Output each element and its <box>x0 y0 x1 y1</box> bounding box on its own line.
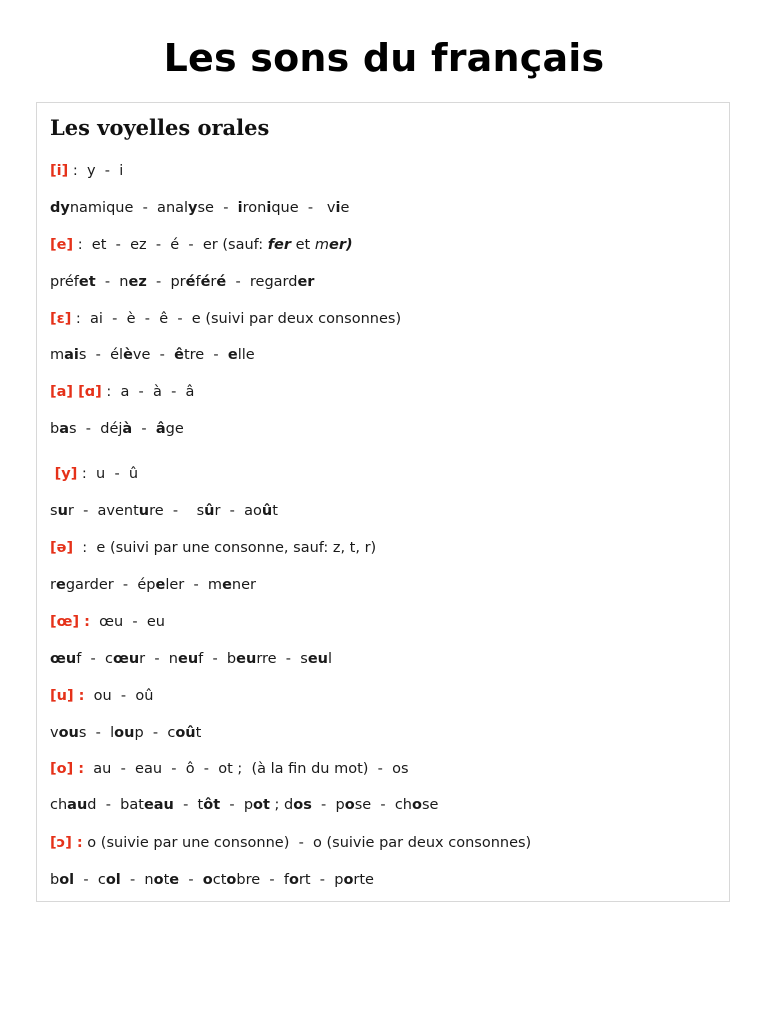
text-segment: préf <box>50 274 79 290</box>
text-segment: garder - ép <box>65 577 156 593</box>
text-segment: : a - à - â <box>101 384 195 400</box>
text-segment: e <box>340 200 350 216</box>
highlighted-letters: a <box>59 421 70 437</box>
highlighted-letters: ez <box>128 274 147 290</box>
phoneme-rule-line <box>50 309 401 329</box>
highlighted-letters: u <box>57 503 68 519</box>
highlighted-letters: ai <box>64 347 79 363</box>
text-segment: r <box>50 577 56 593</box>
text-segment: b <box>50 872 60 888</box>
highlighted-letters: û <box>261 503 273 519</box>
text-segment: f - b <box>198 651 237 667</box>
text-segment: s - él <box>78 347 124 363</box>
highlighted-letters: é <box>216 274 227 290</box>
highlighted-letters: e <box>169 872 180 888</box>
text-segment: ct <box>212 872 227 888</box>
highlighted-letters: ol <box>59 872 75 888</box>
example-words-line <box>50 870 374 890</box>
text-segment: se <box>421 797 439 813</box>
text-segment: ron <box>242 200 267 216</box>
phoneme-label: [a] [ɑ] <box>50 384 102 400</box>
text-segment: - c <box>74 872 106 888</box>
text-segment: l <box>327 651 333 667</box>
text-segment: se - <box>197 200 238 216</box>
exception-word: m <box>314 237 329 253</box>
text-segment: f <box>195 274 201 290</box>
text-segment: ge <box>165 421 184 437</box>
text-segment: rte <box>353 872 374 888</box>
text-segment: d - bat <box>87 797 144 813</box>
phoneme-rule-line <box>50 235 353 255</box>
exception-word: er) <box>328 237 353 253</box>
highlighted-letters: eu <box>236 651 257 667</box>
text-segment: bre - f <box>236 872 289 888</box>
highlighted-letters: os <box>293 797 312 813</box>
example-words-line <box>50 419 184 439</box>
highlighted-letters: o <box>288 872 299 888</box>
highlighted-letters: ol <box>105 872 121 888</box>
highlighted-letters: o <box>412 797 422 813</box>
text-segment: ler - m <box>165 577 223 593</box>
phoneme-rule-line <box>50 538 376 558</box>
text-segment: ch <box>50 797 68 813</box>
text-segment: - n <box>95 274 129 290</box>
text-segment: s - déj <box>69 421 123 437</box>
text-segment: : u - û <box>77 466 139 482</box>
highlighted-letters: ou <box>114 725 135 741</box>
text-segment: se - ch <box>354 797 412 813</box>
example-words-line <box>50 795 438 815</box>
highlighted-letters: û <box>204 503 215 519</box>
phoneme-rule-line <box>50 464 138 484</box>
highlighted-letters: œu <box>50 651 77 667</box>
text-segment: re - s <box>149 503 205 519</box>
text-segment: rt - p <box>298 872 344 888</box>
highlighted-letters: œu <box>112 651 140 667</box>
highlighted-letters: ê <box>174 347 184 363</box>
text-segment: ou - oû <box>84 688 154 704</box>
text-segment: r <box>210 274 217 290</box>
example-words-line <box>50 575 256 595</box>
text-segment: ve - <box>132 347 175 363</box>
highlighted-letters: e <box>55 577 66 593</box>
highlighted-letters: o <box>226 872 237 888</box>
example-words-line <box>50 198 349 218</box>
phoneme-label: [i] <box>50 163 69 179</box>
text-segment: que - v <box>271 200 336 216</box>
section-heading: Les voyelles orales <box>50 115 270 140</box>
phoneme-label: [ə] <box>50 540 74 556</box>
text-segment: v <box>50 725 59 741</box>
text-segment: r - n <box>139 651 178 667</box>
highlighted-letters: è <box>123 347 133 363</box>
text-segment: œu - eu <box>89 614 165 630</box>
phoneme-label: [œ] : <box>50 614 90 630</box>
text-segment: - <box>132 421 156 437</box>
highlighted-letters: i <box>335 200 341 216</box>
phoneme-label: [u] : <box>50 688 85 704</box>
phoneme-label: [o] : <box>50 761 85 777</box>
text-segment: t <box>163 872 170 888</box>
text-segment: tre - <box>183 347 228 363</box>
exception-word: fer <box>267 237 292 253</box>
text-segment: : y - i <box>68 163 124 179</box>
phoneme-rule-line <box>50 161 123 181</box>
highlighted-letters: eu <box>177 651 199 667</box>
highlighted-letters: ot <box>253 797 270 813</box>
text-segment: f - c <box>76 651 113 667</box>
highlighted-letters: oû <box>175 725 196 741</box>
highlighted-letters: ou <box>58 725 79 741</box>
highlighted-letters: u <box>138 503 150 519</box>
phoneme-label: [y] <box>54 466 78 482</box>
text-segment: : et - ez - é - er (sauf: <box>73 237 268 253</box>
text-segment: au - eau - ô - ot ; (à la fin du mot) - os <box>84 761 409 777</box>
text-segment: r - avent <box>67 503 139 519</box>
highlighted-letters: i <box>266 200 272 216</box>
highlighted-letters: é <box>200 274 211 290</box>
text-segment: o (suivie par une consonne) - o (suivie par deux consonnes) <box>82 835 532 851</box>
vowels-box <box>36 102 730 902</box>
text-segment: - <box>179 872 203 888</box>
text-segment: lle <box>237 347 255 363</box>
text-segment: : ai - è - ê - e (suivi par deux consonnes) <box>71 311 402 327</box>
highlighted-letters: eau <box>143 797 174 813</box>
example-words-line <box>50 345 255 365</box>
text-segment: - regard <box>226 274 298 290</box>
phoneme-label: [ɔ] : <box>50 835 83 851</box>
highlighted-letters: au <box>67 797 88 813</box>
text-segment: s <box>50 503 58 519</box>
phoneme-rule-line <box>50 686 153 706</box>
highlighted-letters: et <box>78 274 96 290</box>
example-words-line <box>50 501 278 521</box>
highlighted-letters: o <box>343 872 354 888</box>
text-segment: r - ao <box>214 503 262 519</box>
highlighted-letters: dy <box>50 200 70 216</box>
text-segment: ; d <box>269 797 294 813</box>
text-segment: namique - anal <box>69 200 189 216</box>
phoneme-rule-line <box>50 382 194 402</box>
example-words-line <box>50 272 314 292</box>
text-segment: - p <box>220 797 254 813</box>
phoneme-rule-line <box>50 759 409 779</box>
phoneme-rule-line <box>50 833 531 853</box>
text-segment: : e (suivi par une consonne, sauf: z, t, r) <box>73 540 377 556</box>
highlighted-letters: â <box>155 421 166 437</box>
highlighted-letters: o <box>153 872 164 888</box>
text-segment: ner <box>231 577 256 593</box>
example-words-line <box>50 649 332 669</box>
text-segment: - p <box>311 797 345 813</box>
highlighted-letters: é <box>185 274 196 290</box>
highlighted-letters: er <box>297 274 315 290</box>
highlighted-letters: eu <box>307 651 328 667</box>
highlighted-letters: e <box>227 347 238 363</box>
highlighted-letters: i <box>237 200 243 216</box>
highlighted-letters: o <box>202 872 213 888</box>
text-segment: rre - s <box>256 651 308 667</box>
text-segment: - t <box>173 797 204 813</box>
phoneme-label: [ɛ] <box>50 311 72 327</box>
highlighted-letters: y <box>188 200 198 216</box>
text-segment: - pr <box>146 274 186 290</box>
phoneme-label: [e] <box>50 237 74 253</box>
text-segment: b <box>50 421 60 437</box>
text-segment: s - l <box>78 725 115 741</box>
text-segment: et <box>291 237 315 253</box>
text-segment: - n <box>120 872 154 888</box>
phoneme-rule-line <box>50 612 165 632</box>
highlighted-letters: à <box>122 421 133 437</box>
highlighted-letters: o <box>344 797 355 813</box>
highlighted-letters: e <box>222 577 232 593</box>
text-segment: t <box>272 503 278 519</box>
example-words-line <box>50 723 201 743</box>
highlighted-letters: e <box>155 577 166 593</box>
text-segment: m <box>50 347 65 363</box>
page-title: Les sons du français <box>163 36 605 80</box>
highlighted-letters: ôt <box>203 797 221 813</box>
text-segment: p - c <box>134 725 176 741</box>
text-segment: t <box>195 725 202 741</box>
